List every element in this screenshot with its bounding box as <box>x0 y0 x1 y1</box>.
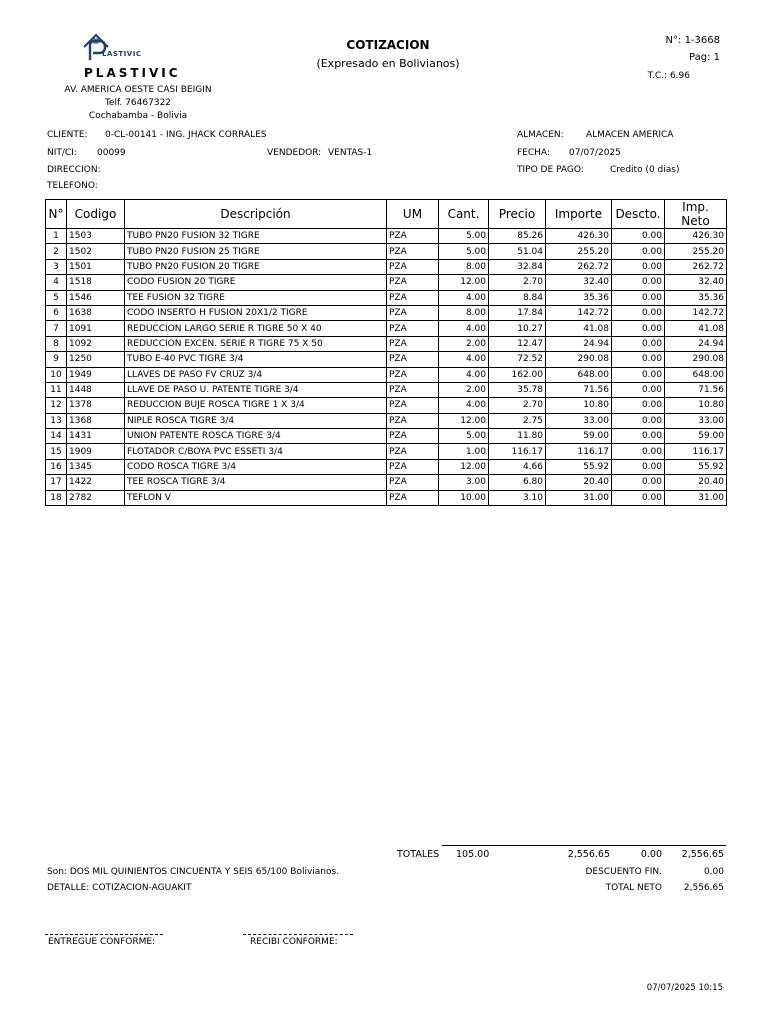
row-number: 4 <box>46 275 67 290</box>
row-imp-neto: 35.36 <box>665 290 727 305</box>
row-imp-neto: 426.30 <box>665 229 727 244</box>
row-descripcion: TEE FUSION 32 TIGRE <box>125 290 387 305</box>
detalle: DETALLE: COTIZACION-AGUAKIT <box>47 883 192 893</box>
row-cant: 8.00 <box>439 305 489 320</box>
row-descripcion: TUBO PN20 FUSION 20 TIGRE <box>125 259 387 274</box>
table-row <box>46 229 727 244</box>
company-address: AV. AMERICA OESTE CASI BEIGIN <box>64 85 212 95</box>
row-number: 18 <box>46 490 67 505</box>
row-um: PZA <box>387 490 439 505</box>
row-imp-neto: 31.00 <box>665 490 727 505</box>
entregue-conforme: ENTREGUE CONFORME: <box>48 937 156 947</box>
row-descto: 0.00 <box>612 429 665 444</box>
col-header-descripcion: Descripción <box>125 200 387 229</box>
row-cant: 3.00 <box>439 475 489 490</box>
row-imp-neto: 255.20 <box>665 244 727 259</box>
totals-qty: 105.00 <box>456 849 490 860</box>
row-number: 10 <box>46 367 67 382</box>
row-descto: 0.00 <box>612 398 665 413</box>
row-descto: 0.00 <box>612 305 665 320</box>
row-imp-neto: 290.08 <box>665 352 727 367</box>
row-precio: 10.27 <box>489 321 546 336</box>
signature-line-recibi <box>243 934 353 935</box>
row-number: 8 <box>46 336 67 351</box>
descuento-value: 0.00 <box>703 867 724 877</box>
row-precio: 116.17 <box>489 444 546 459</box>
direccion-label: DIRECCION: <box>47 165 101 175</box>
row-cant: 5.00 <box>439 429 489 444</box>
row-descripcion: TEFLON V <box>125 490 387 505</box>
row-codigo: 1502 <box>67 244 125 259</box>
row-codigo: 1501 <box>67 259 125 274</box>
row-number: 16 <box>46 459 67 474</box>
row-descto: 0.00 <box>612 275 665 290</box>
table-row <box>46 444 727 459</box>
row-descripcion: CODO ROSCA TIGRE 3/4 <box>125 459 387 474</box>
exchange-rate: T.C.: 6.96 <box>647 71 690 81</box>
row-imp-neto: 648.00 <box>665 367 727 382</box>
row-descripcion: LLAVE DE PASO U. PATENTE TIGRE 3/4 <box>125 382 387 397</box>
row-descto: 0.00 <box>612 244 665 259</box>
row-um: PZA <box>387 444 439 459</box>
row-cant: 12.00 <box>439 413 489 428</box>
total-neto-label: TOTAL NETO <box>605 883 662 893</box>
row-codigo: 1518 <box>67 275 125 290</box>
row-cant: 4.00 <box>439 367 489 382</box>
company-name: PLASTIVIC <box>84 66 181 80</box>
row-um: PZA <box>387 413 439 428</box>
row-codigo: 1503 <box>67 229 125 244</box>
table-row <box>46 429 727 444</box>
row-precio: 2.70 <box>489 398 546 413</box>
table-row <box>46 336 727 351</box>
row-number: 3 <box>46 259 67 274</box>
totals-neto: 2,556.65 <box>681 849 724 860</box>
total-neto-value: 2,556.65 <box>683 883 724 893</box>
row-descto: 0.00 <box>612 259 665 274</box>
row-importe: 255.20 <box>546 244 612 259</box>
row-descripcion: UNION PATENTE ROSCA TIGRE 3/4 <box>125 429 387 444</box>
row-cant: 10.00 <box>439 490 489 505</box>
row-cant: 12.00 <box>439 275 489 290</box>
row-number: 2 <box>46 244 67 259</box>
row-descripcion: FLOTADOR C/BOYA PVC ESSETI 3/4 <box>125 444 387 459</box>
row-um: PZA <box>387 475 439 490</box>
row-descto: 0.00 <box>612 367 665 382</box>
row-cant: 1.00 <box>439 444 489 459</box>
row-importe: 55.92 <box>546 459 612 474</box>
row-descto: 0.00 <box>612 413 665 428</box>
row-um: PZA <box>387 244 439 259</box>
row-cant: 5.00 <box>439 244 489 259</box>
row-codigo: 1638 <box>67 305 125 320</box>
row-um: PZA <box>387 367 439 382</box>
nit-value: 00099 <box>97 148 126 158</box>
row-precio: 32.84 <box>489 259 546 274</box>
row-um: PZA <box>387 429 439 444</box>
almacen-label: ALMACEN: <box>517 130 564 140</box>
table-row <box>46 475 727 490</box>
row-codigo: 1422 <box>67 475 125 490</box>
row-precio: 72.52 <box>489 352 546 367</box>
row-cant: 5.00 <box>439 229 489 244</box>
row-importe: 116.17 <box>546 444 612 459</box>
row-descto: 0.00 <box>612 352 665 367</box>
row-um: PZA <box>387 290 439 305</box>
col-header-precio: Precio <box>489 200 546 229</box>
row-um: PZA <box>387 382 439 397</box>
document-number-block <box>620 32 720 66</box>
recibi-conforme: RECIBI CONFORME: <box>250 937 338 947</box>
row-codigo: 1431 <box>67 429 125 444</box>
totals-descto: 0.00 <box>640 849 662 860</box>
col-header-importe: Importe <box>546 200 612 229</box>
row-descto: 0.00 <box>612 444 665 459</box>
col-header-imp-neto: Imp. Neto <box>665 200 727 229</box>
row-precio: 17.84 <box>489 305 546 320</box>
fecha-label: FECHA: <box>517 148 550 158</box>
row-codigo: 1546 <box>67 290 125 305</box>
house-logo-icon <box>80 30 156 64</box>
row-number: 7 <box>46 321 67 336</box>
row-precio: 2.70 <box>489 275 546 290</box>
row-cant: 8.00 <box>439 259 489 274</box>
document-title: COTIZACION <box>346 38 430 52</box>
row-importe: 24.94 <box>546 336 612 351</box>
row-importe: 33.00 <box>546 413 612 428</box>
row-descripcion: TEE ROSCA TIGRE 3/4 <box>125 475 387 490</box>
row-descripcion: TUBO PN20 FUSION 25 TIGRE <box>125 244 387 259</box>
row-number: 12 <box>46 398 67 413</box>
col-header-n: N° <box>46 200 67 229</box>
row-precio: 3.10 <box>489 490 546 505</box>
row-importe: 31.00 <box>546 490 612 505</box>
row-importe: 20.40 <box>546 475 612 490</box>
table-row <box>46 305 727 320</box>
row-importe: 35.36 <box>546 290 612 305</box>
vendedor-label: VENDEDOR: <box>267 148 322 158</box>
row-descto: 0.00 <box>612 290 665 305</box>
row-number: 11 <box>46 382 67 397</box>
row-descripcion: NIPLE ROSCA TIGRE 3/4 <box>125 413 387 428</box>
row-imp-neto: 10.80 <box>665 398 727 413</box>
table-row <box>46 259 727 274</box>
table-row <box>46 382 727 397</box>
row-precio: 4.66 <box>489 459 546 474</box>
row-um: PZA <box>387 352 439 367</box>
telefono-label: TELEFONO: <box>47 181 98 191</box>
row-number: 13 <box>46 413 67 428</box>
row-um: PZA <box>387 321 439 336</box>
table-row <box>46 459 727 474</box>
print-timestamp: 07/07/2025 10:15 <box>646 983 723 993</box>
row-imp-neto: 32.40 <box>665 275 727 290</box>
row-descto: 0.00 <box>612 229 665 244</box>
row-cant: 4.00 <box>439 321 489 336</box>
row-descto: 0.00 <box>612 336 665 351</box>
row-cant: 2.00 <box>439 382 489 397</box>
amount-in-words: Son: DOS MIL QUINIENTOS CINCUENTA Y SEIS 65/100 Bolivianos. <box>47 867 340 877</box>
company-address-block <box>38 84 238 123</box>
row-um: PZA <box>387 275 439 290</box>
row-descripcion: CODO FUSION 20 TIGRE <box>125 275 387 290</box>
row-number: 6 <box>46 305 67 320</box>
row-descto: 0.00 <box>612 459 665 474</box>
table-row <box>46 275 727 290</box>
pago-label: TIPO DE PAGO: <box>517 165 584 175</box>
row-descripcion: REDUCCION LARGO SERIE R TIGRE 50 X 40 <box>125 321 387 336</box>
cliente-value: 0-CL-00141 - ING. JHACK CORRALES <box>105 130 267 140</box>
row-codigo: 1448 <box>67 382 125 397</box>
almacen-value: ALMACEN AMERICA <box>586 130 674 140</box>
totals-label: TOTALES <box>397 849 440 860</box>
row-importe: 41.08 <box>546 321 612 336</box>
row-importe: 142.72 <box>546 305 612 320</box>
row-cant: 4.00 <box>439 290 489 305</box>
row-importe: 648.00 <box>546 367 612 382</box>
row-importe: 262.72 <box>546 259 612 274</box>
row-um: PZA <box>387 459 439 474</box>
row-descripcion: TUBO PN20 FUSION 32 TIGRE <box>125 229 387 244</box>
table-row <box>46 490 727 505</box>
row-number: 9 <box>46 352 67 367</box>
row-um: PZA <box>387 398 439 413</box>
row-um: PZA <box>387 229 439 244</box>
row-codigo: 1092 <box>67 336 125 351</box>
row-imp-neto: 41.08 <box>665 321 727 336</box>
row-number: 17 <box>46 475 67 490</box>
table-row <box>46 413 727 428</box>
row-number: 5 <box>46 290 67 305</box>
totals-divider <box>442 845 726 846</box>
row-descto: 0.00 <box>612 382 665 397</box>
signature-line-entregue <box>45 934 163 935</box>
pago-value: Credito (0 dias) <box>610 165 680 175</box>
row-precio: 12.47 <box>489 336 546 351</box>
row-imp-neto: 71.56 <box>665 382 727 397</box>
row-descto: 0.00 <box>612 490 665 505</box>
table-header-row <box>46 200 727 229</box>
company-phone: Telf. 76467322 <box>104 98 172 108</box>
row-descripcion: TUBO E-40 PVC TIGRE 3/4 <box>125 352 387 367</box>
row-importe: 71.56 <box>546 382 612 397</box>
row-imp-neto: 59.00 <box>665 429 727 444</box>
row-um: PZA <box>387 336 439 351</box>
row-importe: 426.30 <box>546 229 612 244</box>
row-descto: 0.00 <box>612 321 665 336</box>
row-importe: 10.80 <box>546 398 612 413</box>
nit-label: NIT/CI: <box>47 148 77 158</box>
row-precio: 6.80 <box>489 475 546 490</box>
row-codigo: 1909 <box>67 444 125 459</box>
document-number: N°: 1-3668 <box>665 35 720 46</box>
fecha-value: 07/07/2025 <box>569 148 621 158</box>
row-cant: 4.00 <box>439 398 489 413</box>
row-imp-neto: 24.94 <box>665 336 727 351</box>
cliente-label: CLIENTE: <box>47 130 88 140</box>
company-logo <box>80 30 156 64</box>
row-descto: 0.00 <box>612 475 665 490</box>
row-imp-neto: 33.00 <box>665 413 727 428</box>
row-cant: 4.00 <box>439 352 489 367</box>
table-row <box>46 244 727 259</box>
row-imp-neto: 20.40 <box>665 475 727 490</box>
row-number: 1 <box>46 229 67 244</box>
col-header-um: UM <box>387 200 439 229</box>
row-descripcion: LLAVES DE PASO FV CRUZ 3/4 <box>125 367 387 382</box>
row-codigo: 1091 <box>67 321 125 336</box>
row-imp-neto: 262.72 <box>665 259 727 274</box>
row-imp-neto: 142.72 <box>665 305 727 320</box>
row-cant: 2.00 <box>439 336 489 351</box>
row-importe: 290.08 <box>546 352 612 367</box>
row-precio: 162.00 <box>489 367 546 382</box>
row-codigo: 1378 <box>67 398 125 413</box>
col-header-codigo: Codigo <box>67 200 125 229</box>
row-descripcion: REDUCCION EXCEN. SERIE R TIGRE 75 X 50 <box>125 336 387 351</box>
descuento-label: DESCUENTO FIN. <box>585 867 662 877</box>
row-precio: 11.80 <box>489 429 546 444</box>
row-number: 15 <box>46 444 67 459</box>
totals-importe: 2,556.65 <box>567 849 610 860</box>
table-row <box>46 321 727 336</box>
items-table <box>45 199 727 506</box>
table-row <box>46 352 727 367</box>
row-imp-neto: 55.92 <box>665 459 727 474</box>
table-row <box>46 398 727 413</box>
page-number: Pag: 1 <box>689 52 720 63</box>
row-codigo: 2782 <box>67 490 125 505</box>
col-header-cant: Cant. <box>439 200 489 229</box>
document-subtitle: (Expresado en Bolivianos) <box>316 57 460 70</box>
row-codigo: 1250 <box>67 352 125 367</box>
row-codigo: 1345 <box>67 459 125 474</box>
row-imp-neto: 116.17 <box>665 444 727 459</box>
row-precio: 85.26 <box>489 229 546 244</box>
row-importe: 59.00 <box>546 429 612 444</box>
logo-text: LASTIVIC <box>102 50 142 58</box>
row-precio: 8.84 <box>489 290 546 305</box>
vendedor-value: VENTAS-1 <box>328 148 373 158</box>
row-codigo: 1949 <box>67 367 125 382</box>
row-codigo: 1368 <box>67 413 125 428</box>
row-descripcion: REDUCCION BUJE ROSCA TIGRE 1 X 3/4 <box>125 398 387 413</box>
row-precio: 35.78 <box>489 382 546 397</box>
row-number: 14 <box>46 429 67 444</box>
row-descripcion: CODO INSERTO H FUSION 20X1/2 TIGRE <box>125 305 387 320</box>
company-city: Cochabamba - Bolivia <box>88 111 188 121</box>
table-row <box>46 290 727 305</box>
row-um: PZA <box>387 259 439 274</box>
table-row <box>46 367 727 382</box>
row-importe: 32.40 <box>546 275 612 290</box>
col-header-descto: Descto. <box>612 200 665 229</box>
row-um: PZA <box>387 305 439 320</box>
row-cant: 12.00 <box>439 459 489 474</box>
row-precio: 2.75 <box>489 413 546 428</box>
row-precio: 51.04 <box>489 244 546 259</box>
